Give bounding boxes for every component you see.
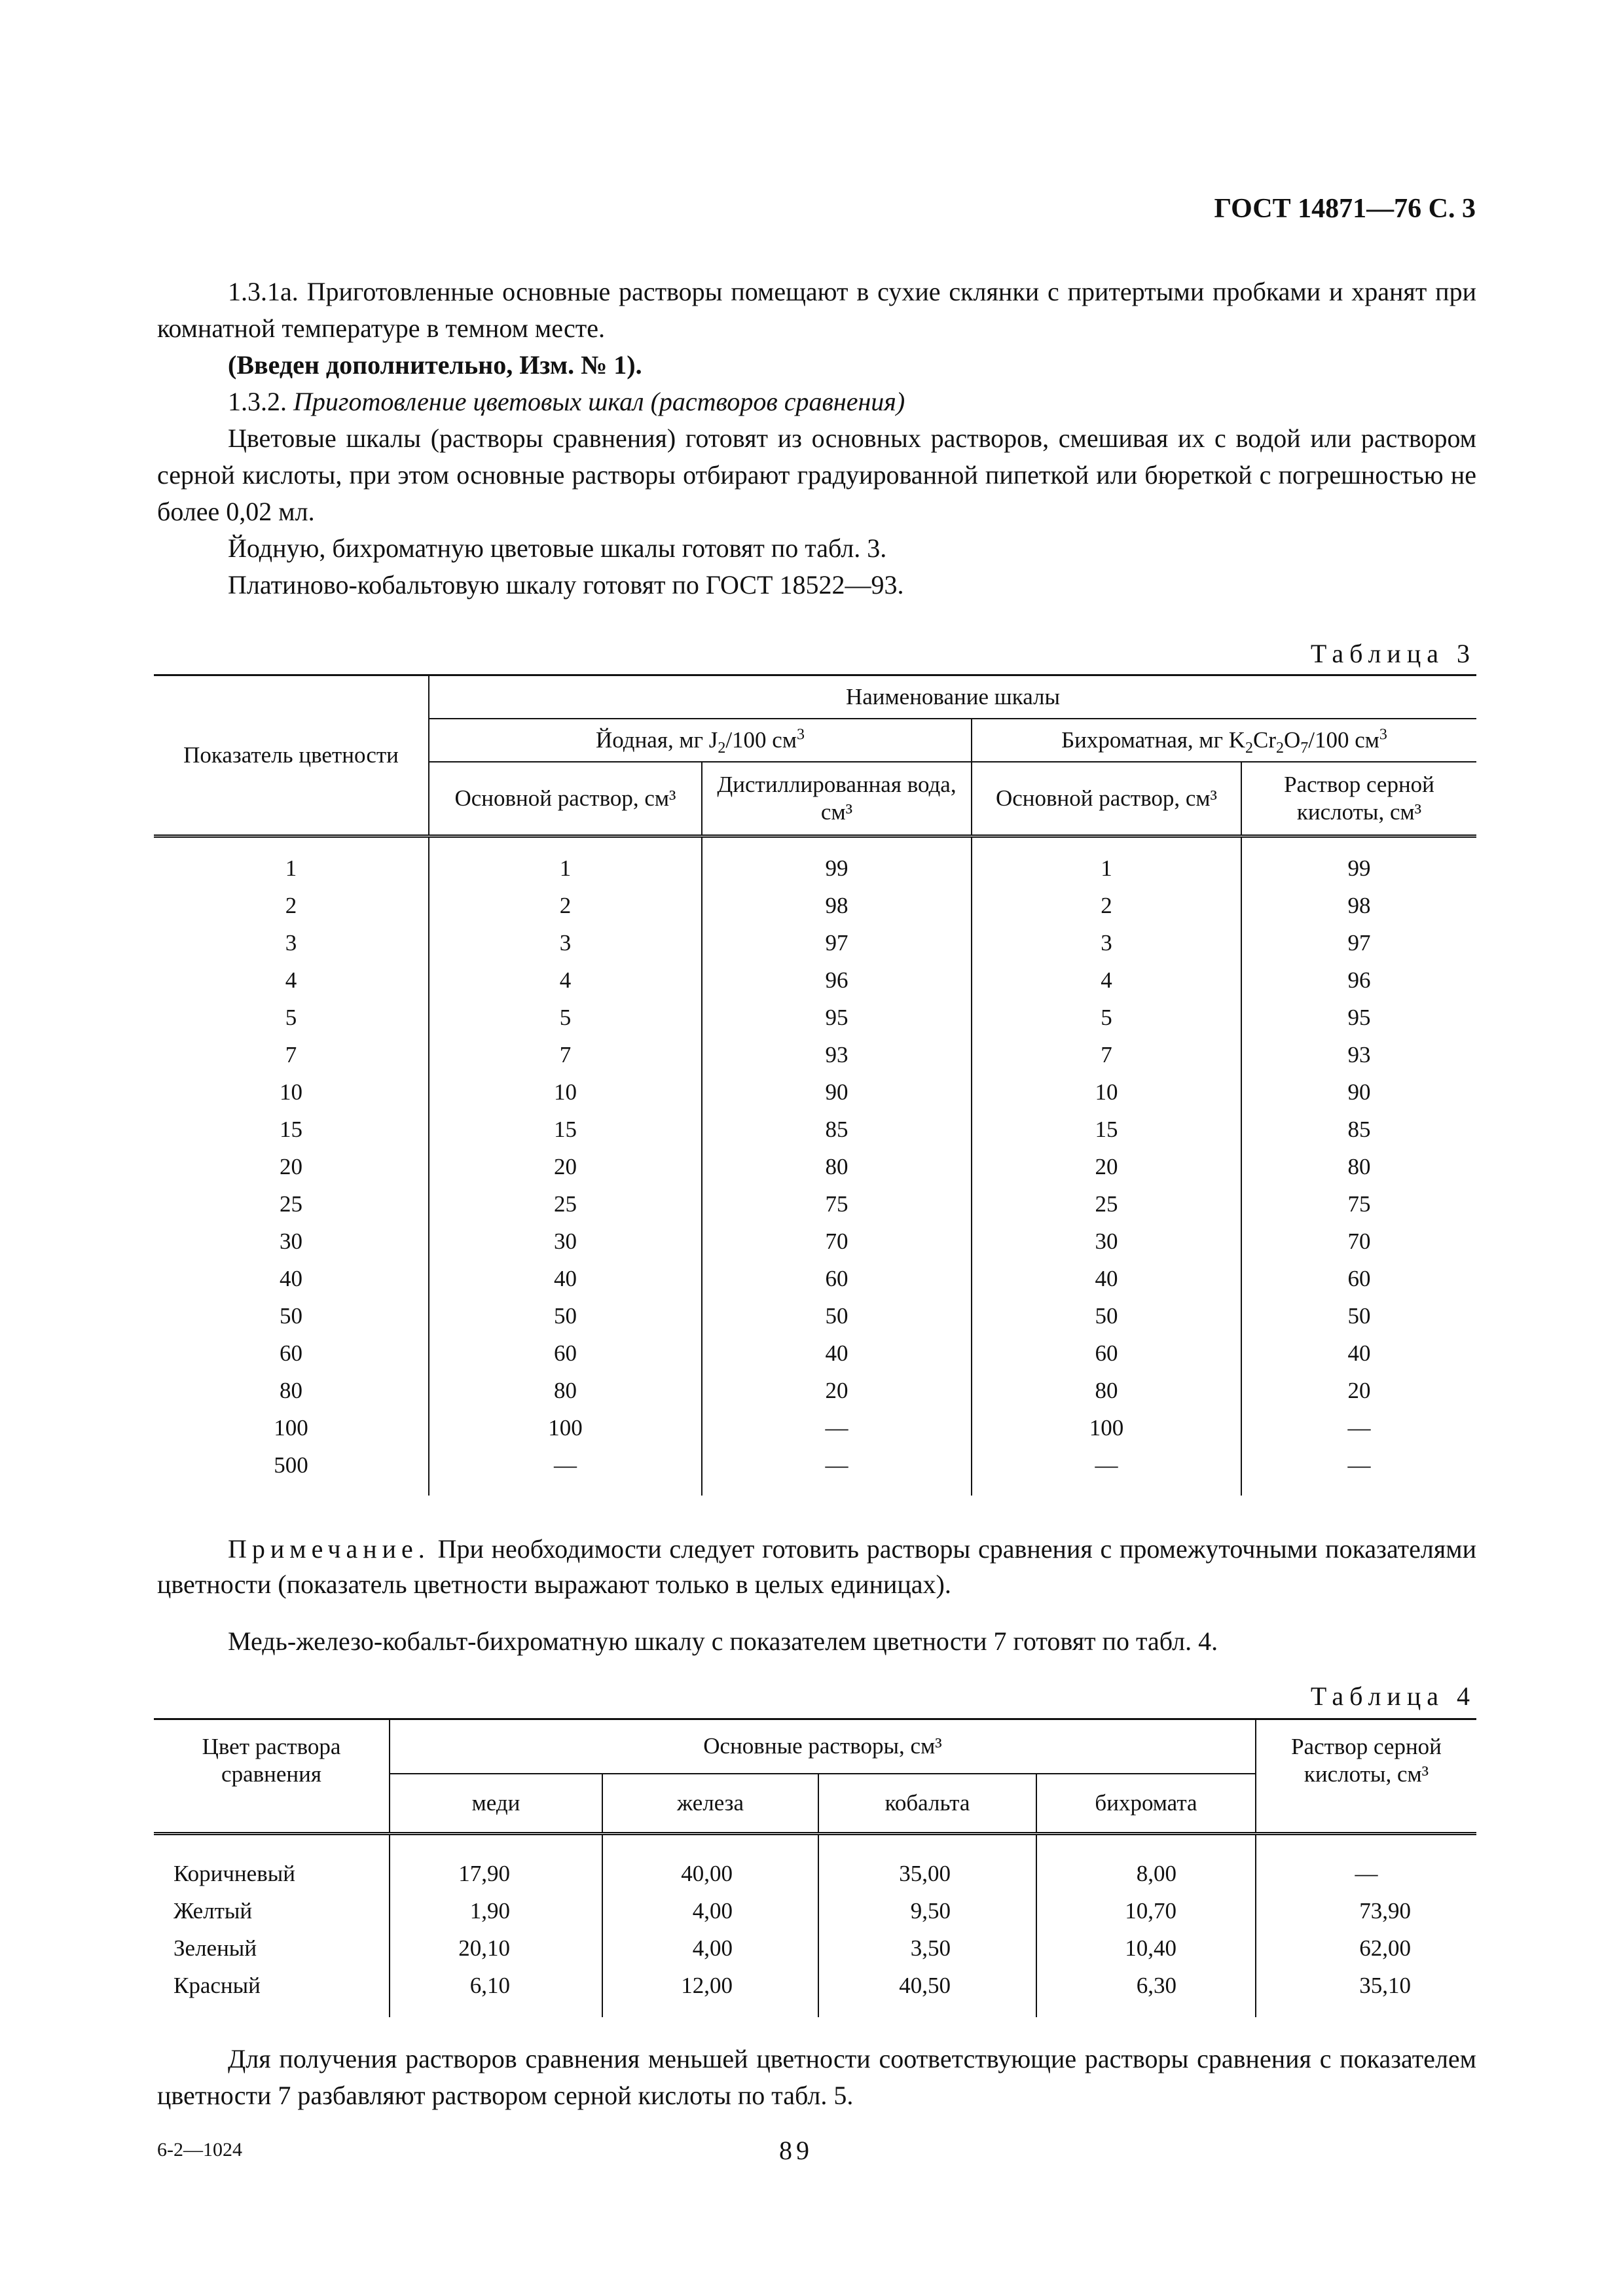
table-row <box>154 1260 1476 1297</box>
table-cell: 30 <box>280 1229 302 1254</box>
table-row <box>154 1834 1476 1893</box>
table-cell: 7 <box>285 1042 297 1067</box>
table-row <box>154 836 1476 888</box>
table-cell: 40,00 <box>602 1834 818 1893</box>
table-cell: 20 <box>702 1372 972 1409</box>
table-cell: 98 <box>702 887 972 924</box>
table-cell: 1,90 <box>390 1892 602 1929</box>
section-number: 1.3.2. <box>228 387 287 416</box>
table-cell: 70 <box>702 1223 972 1260</box>
table-cell: 100 <box>274 1415 308 1441</box>
table-cell: — <box>1256 1834 1476 1893</box>
table-cell: 9,50 <box>818 1892 1036 1929</box>
table-cell: 40 <box>429 1260 702 1297</box>
header-stock-solution-1: Основной раствор, см³ <box>429 762 702 836</box>
table-cell: 15 <box>972 1111 1241 1148</box>
header-color: Цвет раствора сравнения <box>154 1719 390 1834</box>
table-cell: 2 <box>429 887 702 924</box>
header-copper: меди <box>390 1774 602 1834</box>
table-cell: 93 <box>1241 1036 1476 1073</box>
table-cell: 3,50 <box>818 1929 1036 1967</box>
amendment-note: (Введен дополнительно, Изм. № 1). <box>228 350 642 380</box>
table-cell: 20 <box>280 1154 302 1179</box>
table-cell: 50 <box>972 1297 1241 1335</box>
table-cell: 80 <box>1241 1148 1476 1185</box>
note-label: Примечание. <box>228 1534 430 1564</box>
table-cell: 50 <box>1241 1297 1476 1335</box>
table-cell: 25 <box>280 1191 302 1217</box>
table-row <box>154 1036 1476 1073</box>
table-row <box>154 961 1476 999</box>
table-cell: 40 <box>280 1266 302 1291</box>
table-cell: 5 <box>972 999 1241 1036</box>
table-cell: 60 <box>280 1340 302 1366</box>
header-sulfuric-acid: Раствор серной кислоты, см³ <box>1241 762 1476 836</box>
table-cell: 7 <box>972 1036 1241 1073</box>
table-3-body <box>154 836 1476 1496</box>
table-cell: 25 <box>429 1185 702 1223</box>
paragraph-iodine-scale: Йодную, бихроматную цветовые шкалы готовят по табл. 3. <box>228 533 887 563</box>
table-cell: 20 <box>1241 1372 1476 1409</box>
table-cell: 60 <box>429 1335 702 1372</box>
table-cell: 10 <box>972 1073 1241 1111</box>
paragraph-color-scales: Цветовые шкалы (растворы сравнения) готовят из основных растворов, смешивая их с водой или раствором серной кислоты, при этом основные растворы отбирают градуированной пипеткой или бюреткой с погрешностью не более 0,02 мл. <box>157 423 1476 526</box>
table-cell: 73,90 <box>1256 1892 1476 1929</box>
table-row <box>154 1929 1476 1967</box>
table-cell: — <box>702 1446 972 1496</box>
table-cell: 500 <box>274 1452 308 1478</box>
table-cell: 4 <box>285 967 297 993</box>
table-cell: — <box>702 1409 972 1446</box>
header-stock-solution-2: Основной раствор, см³ <box>972 762 1241 836</box>
header-distilled-water: Дистиллированная вода, см³ <box>702 762 972 836</box>
table-cell: 2 <box>285 893 297 918</box>
table-cell: 35,10 <box>1256 1967 1476 2017</box>
header-bichromate: Бихроматная, мг $K_2Cr_2O_7/100$ $см^3$ <box>972 719 1476 762</box>
table-cell: 10,40 <box>1036 1929 1256 1967</box>
table-cell: 3 <box>429 924 702 961</box>
table-cell: 25 <box>972 1185 1241 1223</box>
table-cell: 80 <box>429 1372 702 1409</box>
table-cell: 17,90 <box>390 1834 602 1893</box>
table-cell: Коричневый <box>173 1861 295 1886</box>
note-text: При необходимости следует готовить растворы сравнения с промежуточными показателями цветности (показатель цветности выражают только в целых единицах). <box>157 1534 1476 1599</box>
table-cell: 10,70 <box>1036 1892 1256 1929</box>
paragraph-1-3-1a: 1.3.1а. Приготовленные основные растворы помещают в сухие склянки с притертыми пробками и хранят при комнатной температуре в темном месте. <box>157 277 1476 343</box>
table-cell: 100 <box>972 1409 1241 1446</box>
table-cell: 4 <box>972 961 1241 999</box>
table-cell: 1 <box>972 836 1241 888</box>
table-row <box>154 1148 1476 1185</box>
table-cell: 97 <box>1241 924 1476 961</box>
table-cell: 99 <box>702 836 972 888</box>
table-cell: 96 <box>1241 961 1476 999</box>
table-cell: 30 <box>429 1223 702 1260</box>
table-cell: 70 <box>1241 1223 1476 1260</box>
table-cell: 35,00 <box>818 1834 1036 1893</box>
table-cell: Зеленый <box>173 1935 257 1961</box>
table-cell: 20 <box>429 1148 702 1185</box>
table-cell: 4,00 <box>602 1929 818 1967</box>
table-cell: 50 <box>280 1303 302 1329</box>
table-cell: Желтый <box>173 1898 253 1924</box>
table-3-caption: Таблица 3 <box>1310 639 1476 668</box>
table-cell: 50 <box>702 1297 972 1335</box>
table-cell: 5 <box>429 999 702 1036</box>
table-cell: 7 <box>429 1036 702 1073</box>
table-cell: 100 <box>429 1409 702 1446</box>
paragraph-platinum-cobalt: Платиново-кобальтовую шкалу готовят по ГОСТ 18522—93. <box>228 570 904 600</box>
header-acid-solution: Раствор серной кислоты, см³ <box>1256 1719 1476 1834</box>
table-4 <box>154 1718 1476 2017</box>
table-4-caption: Таблица 4 <box>1310 1681 1476 1711</box>
table-cell: Красный <box>173 1973 261 1998</box>
table-cell: 99 <box>1241 836 1476 888</box>
table-cell: — <box>1241 1446 1476 1496</box>
table-cell: 30 <box>972 1223 1241 1260</box>
paragraph-dilution: Для получения растворов сравнения меньшей цветности соответствующие растворы сравнения с показателем цветности 7 разбавляют раствором серной кислоты по табл. 5. <box>157 2044 1476 2110</box>
table-cell: 6,30 <box>1036 1967 1256 2017</box>
table-cell: 40 <box>972 1260 1241 1297</box>
header-cobalt: кобальта <box>818 1774 1036 1834</box>
page-number: 89 <box>779 2136 813 2165</box>
table-cell: 90 <box>702 1073 972 1111</box>
paragraph-table-4-intro: Медь-железо-кобальт-бихроматную шкалу с показателем цветности 7 готовят по табл. 4. <box>228 1626 1218 1656</box>
table-cell: 80 <box>972 1372 1241 1409</box>
table-3-note <box>157 1532 1476 1602</box>
table-cell: 5 <box>285 1005 297 1030</box>
table-cell: 60 <box>702 1260 972 1297</box>
table-cell: 62,00 <box>1256 1929 1476 1967</box>
table-cell: 20,10 <box>390 1929 602 1967</box>
table-cell: 95 <box>702 999 972 1036</box>
table-row <box>154 1446 1476 1496</box>
table-cell: 93 <box>702 1036 972 1073</box>
table-cell: 15 <box>280 1117 302 1142</box>
table-row <box>154 887 1476 924</box>
table-cell: — <box>972 1446 1241 1496</box>
header-iodine: Йодная, мг $J_2/100$ $см^3$ <box>429 719 972 762</box>
table-cell: — <box>1241 1409 1476 1446</box>
table-row <box>154 1892 1476 1929</box>
table-cell: 3 <box>285 930 297 956</box>
header-bichromate-4: бихромата <box>1036 1774 1256 1834</box>
table-cell: 60 <box>972 1335 1241 1372</box>
table-cell: 12,00 <box>602 1967 818 2017</box>
page-header: ГОСТ 14871—76 С. 3 <box>1214 194 1476 224</box>
table-cell: 85 <box>702 1111 972 1148</box>
table-cell: 75 <box>702 1185 972 1223</box>
table-cell: — <box>429 1446 702 1496</box>
table-row <box>154 924 1476 961</box>
table-cell: 90 <box>1241 1073 1476 1111</box>
section-1-3-2-heading <box>157 384 1476 420</box>
table-3 <box>154 674 1476 1496</box>
table-cell: 6,10 <box>390 1967 602 2017</box>
table-row <box>154 1073 1476 1111</box>
table-cell: 20 <box>972 1148 1241 1185</box>
table-cell: 40 <box>702 1335 972 1372</box>
table-cell: 60 <box>1241 1260 1476 1297</box>
footer-code: 6-2—1024 <box>157 2139 242 2161</box>
table-cell: 4 <box>429 961 702 999</box>
table-cell: 96 <box>702 961 972 999</box>
table-cell: 95 <box>1241 999 1476 1036</box>
table-cell: 75 <box>1241 1185 1476 1223</box>
table-cell: 8,00 <box>1036 1834 1256 1893</box>
table-row <box>154 1409 1476 1446</box>
table-cell: 80 <box>280 1378 302 1403</box>
table-cell: 10 <box>280 1079 302 1105</box>
table-row <box>154 1297 1476 1335</box>
table-row <box>154 1223 1476 1260</box>
header-stock-solutions: Основные растворы, см³ <box>390 1719 1256 1774</box>
table-row <box>154 1967 1476 2017</box>
table-4-body <box>154 1834 1476 2018</box>
table-cell: 50 <box>429 1297 702 1335</box>
table-cell: 40,50 <box>818 1967 1036 2017</box>
table-row <box>154 1185 1476 1223</box>
section-title: Приготовление цветовых шкал (растворов сравнения) <box>293 387 905 416</box>
table-cell: 2 <box>972 887 1241 924</box>
table-cell: 10 <box>429 1073 702 1111</box>
table-row <box>154 1372 1476 1409</box>
table-cell: 98 <box>1241 887 1476 924</box>
table-cell: 1 <box>285 855 297 881</box>
table-cell: 40 <box>1241 1335 1476 1372</box>
table-row <box>154 999 1476 1036</box>
table-cell: 80 <box>702 1148 972 1185</box>
table-cell: 97 <box>702 924 972 961</box>
header-iron: железа <box>602 1774 818 1834</box>
table-cell: 1 <box>429 836 702 888</box>
table-row <box>154 1111 1476 1148</box>
table-cell: 4,00 <box>602 1892 818 1929</box>
table-cell: 3 <box>972 924 1241 961</box>
table-cell: 15 <box>429 1111 702 1148</box>
header-indicator: Показатель цветности <box>154 675 429 836</box>
header-scale-name: Наименование шкалы <box>429 675 1476 719</box>
table-row <box>154 1335 1476 1372</box>
table-cell: 85 <box>1241 1111 1476 1148</box>
